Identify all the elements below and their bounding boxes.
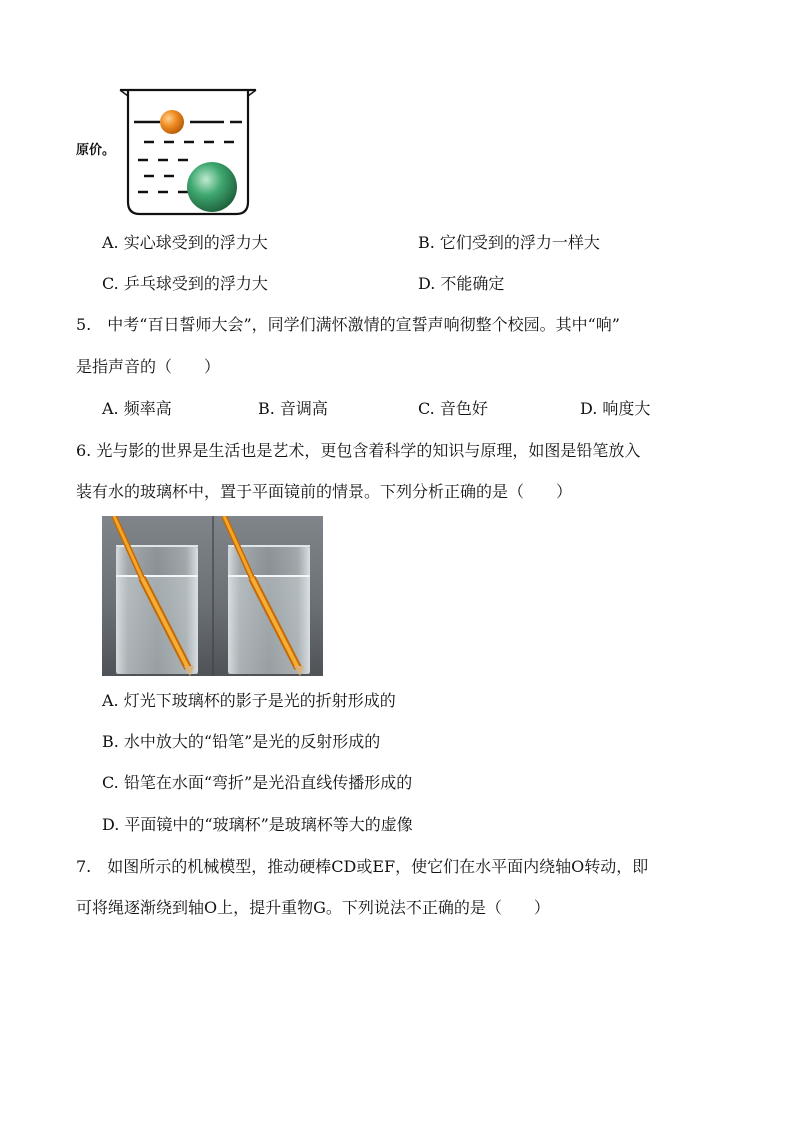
q4-option-c: C. 乒乓球受到的浮力大 — [102, 274, 268, 293]
q5-stem-line2: 是指声音的（ ） — [76, 357, 221, 376]
solid-ball — [187, 162, 237, 212]
q4-side-label: 原价。 — [76, 143, 116, 158]
beaker-figure — [114, 84, 262, 220]
q7-stem-line2: 可将绳逐渐绕到轴O上，提升重物G。下列说法不正确的是（ ） — [76, 898, 550, 917]
q5-stem-line1: 5. 中考“百日誓师大会”，同学们满怀激情的宣誓声响彻整个校园。其中“响” — [76, 315, 620, 334]
beaker — [120, 90, 256, 214]
q5-option-d: D. 响度大 — [580, 399, 651, 418]
q5-option-b: B. 音调高 — [258, 399, 328, 418]
q6-option-b: B. 水中放大的“铅笔”是光的反射形成的 — [102, 732, 381, 751]
ping-pong-ball — [160, 110, 184, 134]
q6-stem-line1: 6. 光与影的世界是生活也是艺术，更包含着科学的知识与原理，如图是铅笔放入 — [76, 441, 641, 460]
q4-option-a: A. 实心球受到的浮力大 — [102, 233, 268, 252]
pencil-glass-photo — [102, 516, 323, 676]
q7-stem-line1: 7. 如图所示的机械模型，推动硬棒CD或EF，使它们在水平面内绕轴O转动，即 — [76, 857, 649, 876]
q5-option-a: A. 频率高 — [102, 399, 172, 418]
q6-option-a: A. 灯光下玻璃杯的影子是光的折射形成的 — [102, 691, 396, 710]
q4-option-b: B. 它们受到的浮力一样大 — [418, 233, 600, 252]
q4-option-d: D. 不能确定 — [418, 274, 505, 293]
q6-stem-line2: 装有水的玻璃杯中，置于平面镜前的情景。下列分析正确的是（ ） — [76, 482, 573, 501]
q5-option-c: C. 音色好 — [418, 399, 488, 418]
q6-option-c: C. 铅笔在水面“弯折”是光沿直线传播形成的 — [102, 773, 413, 792]
q6-option-d: D. 平面镜中的“玻璃杯”是玻璃杯等大的虚像 — [102, 815, 413, 834]
